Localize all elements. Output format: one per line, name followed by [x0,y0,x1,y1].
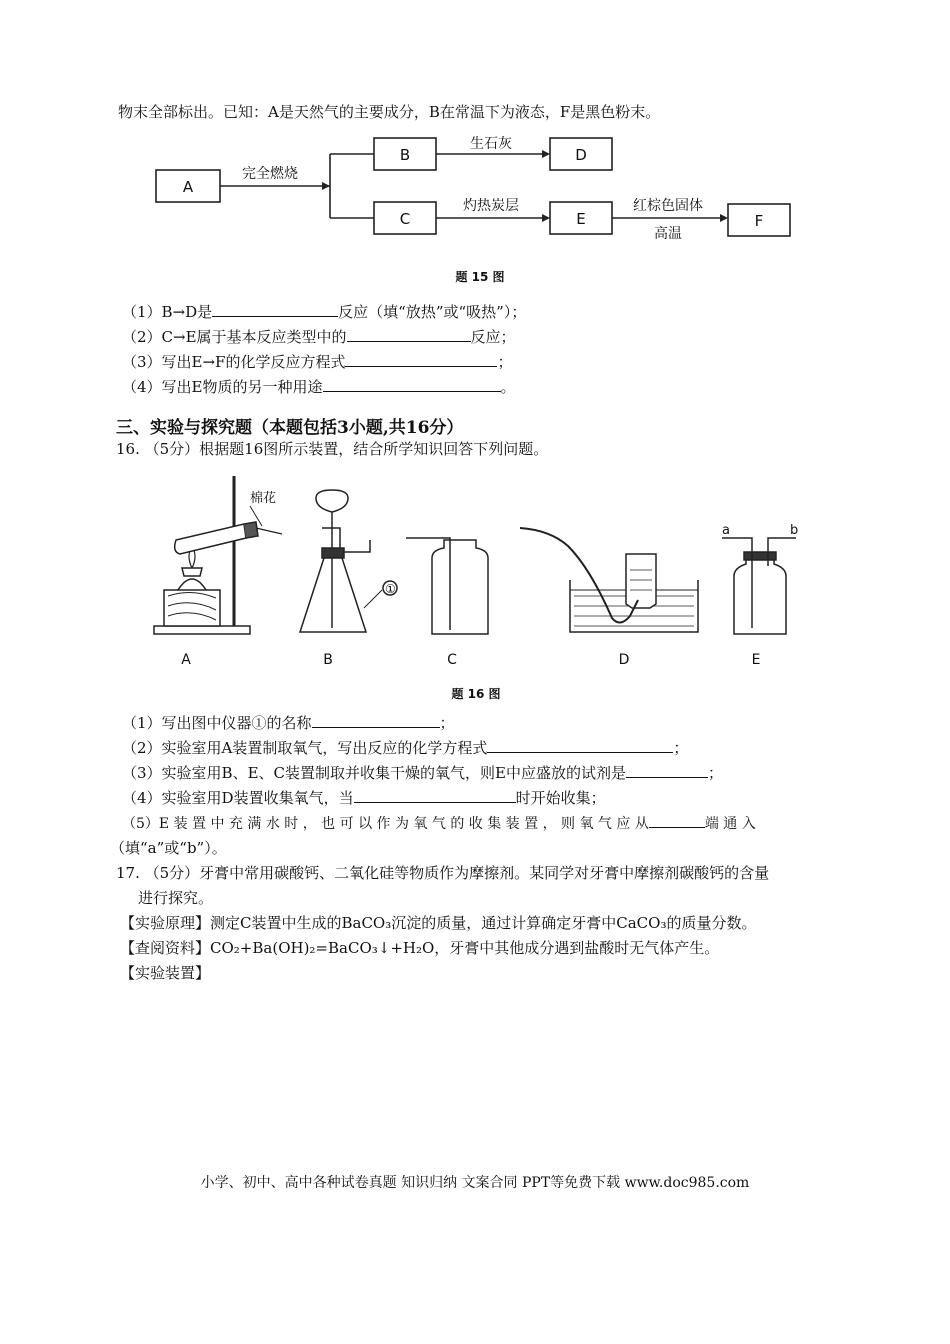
label-complete-combustion: 完全燃烧 [242,166,298,182]
label-red-solid: 红棕色固体 [633,198,703,214]
figure-16-caption: 题 16 图 [451,687,501,701]
material-label: 【查阅资料】 [120,939,211,957]
node-f: F [754,212,764,230]
node-e: E [576,210,586,228]
figure-16-apparatus [150,468,830,678]
instrument-marker: ① [385,582,396,596]
node-a: A [182,178,194,196]
apparatus-c [406,538,488,634]
figure-15-diagram [150,128,810,288]
node-b: B [399,146,411,164]
q16-blank-2[interactable] [487,737,673,753]
apparatus-b [300,490,397,632]
q15-part-4: （4）写出E物质的另一种用途 。 [122,378,516,396]
intro-text: 物末全部标出。已知：A是天然气的主要成分，B在常温下为液态，F是黑色粉末。 [118,103,661,121]
tube-b-label: b [790,523,799,538]
cotton-label: 棉花 [250,491,277,506]
q16-part-5-note: （填“a”或“b”）。 [110,839,227,857]
label-hot-carbon: 灼热炭层 [463,198,519,214]
label-high-temp: 高温 [654,226,682,242]
q16-blank-4[interactable] [354,787,516,803]
q15-part-3: （3）写出E→F的化学反应方程式 ； [122,353,513,371]
apparatus-label-b: B [323,652,333,668]
q15-blank-2[interactable] [347,326,471,342]
q16-part-4: （4）实验室用D装置收集氧气，当 时开始收集； [122,789,606,807]
q16-blank-3[interactable] [626,762,708,778]
tube-a-label: a [722,523,730,538]
principle-label: 【实验原理】 [120,914,211,932]
apparatus-d [520,528,698,632]
q17-material [120,937,719,959]
q15-part-2: （2）C→E属于基本反应类型中的 反应； [122,328,516,346]
q15-blank-1[interactable] [212,301,338,317]
q16-part-3: （3）实验室用B、E、C装置制取并收集干燥的氧气，则E中应盛放的试剂是 ； [122,764,723,782]
node-c: C [399,210,411,228]
node-d: D [575,146,587,164]
apparatus-e [722,538,796,634]
q17-stem-line-2: 进行探究。 [138,889,214,907]
q15-blank-4[interactable] [323,376,501,392]
apparatus-label-c: C [447,652,457,668]
q16-blank-5[interactable] [649,812,705,828]
figure-15-caption: 题 15 图 [455,270,505,284]
label-quicklime: 生石灰 [470,136,512,152]
q17-device-label: 【实验装置】 [120,964,211,982]
q16-part-1: （1）写出图中仪器①的名称 ； [122,714,455,732]
q16-part-2: （2）实验室用A装置制取氧气，写出反应的化学方程式 ； [122,739,689,757]
material-text: CO₂+Ba(OH)₂=BaCO₃↓+H₂O，牙膏中其他成分遇到盐酸时无气体产生。 [210,939,720,957]
q17-stem-line-1: 17. （5分）牙膏中常用碳酸钙、二氧化硅等物质作为摩擦剂。某同学对牙膏中摩擦剂碳酸钙的含量 [116,864,770,882]
q15-part-1: （1）B→D是 反应（填“放热”或“吸热”）； [122,303,527,321]
page-footer: 小学、初中、高中各种试卷真题 知识归纳 文案合同 PPT等免费下载 www.doc985.com [200,1175,750,1191]
q15-blank-3[interactable] [345,351,497,367]
apparatus-label-e: E [751,652,761,668]
principle-text: 测定C装置中生成的BaCO₃沉淀的质量，通过计算确定牙膏中CaCO₃的质量分数。 [210,914,757,932]
apparatus-label-a: A [181,652,191,668]
apparatus-label-d: D [618,652,630,668]
q17-principle [120,912,756,934]
section-3-heading: 三、实验与探究题（本题包括3小题,共16分） [116,418,464,438]
q16-stem: 16. （5分）根据题16图所示装置，结合所学知识回答下列问题。 [116,440,549,458]
q16-part-5: （5）E 装 置 中 充 满 水 时 ， 也 可 以 作 为 氧 气 的 收 集 装 置 ， 则 氧 气 应 从 端 通 入 [122,812,756,835]
q16-blank-1[interactable] [312,712,440,728]
